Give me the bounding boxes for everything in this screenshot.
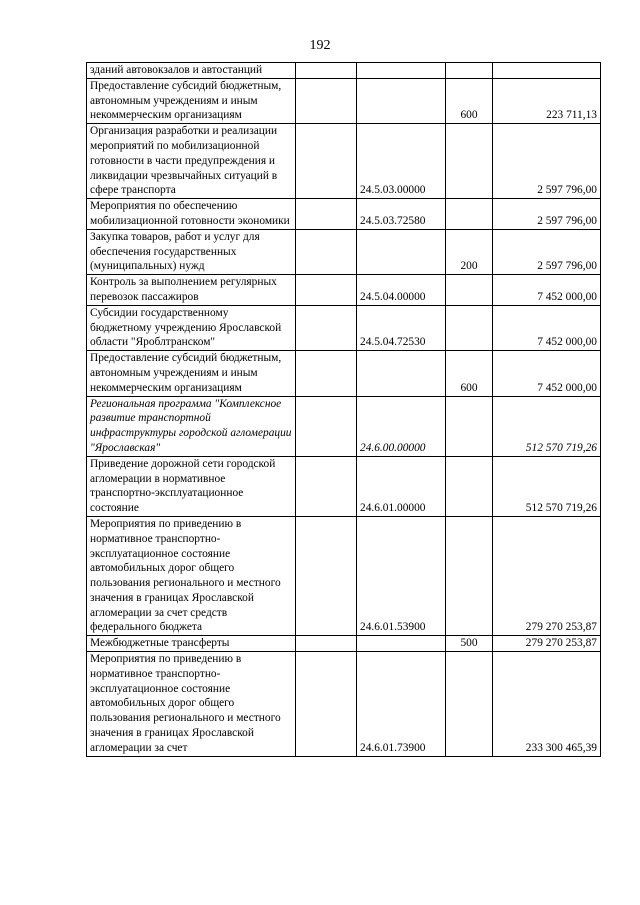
row-name: Закупка товаров, работ и услуг для обеспечения государственных (муниципальных) нужд: [87, 229, 296, 274]
row-code: 24.5.04.00000: [357, 275, 446, 306]
row-amount: 7 452 000,00: [493, 305, 601, 350]
empty-cell: [296, 229, 357, 274]
row-amount: 279 270 253,87: [493, 516, 601, 635]
row-name: зданий автовокзалов и автостанций: [87, 63, 296, 79]
empty-cell: [296, 456, 357, 516]
row-name: Предоставление субсидий бюджетным, автономным учреждениям и иным некоммерческим организациям: [87, 351, 296, 396]
empty-cell: [296, 199, 357, 230]
empty-cell: [296, 636, 357, 652]
row-name: Мероприятия по приведению в нормативное транспортно-эксплуатационное состояние автомобильных дорог общего пользования регионального и местного значения в границах Ярославской агломерации за счет средств федерального бюджета: [87, 516, 296, 635]
row-subcode: [446, 305, 493, 350]
empty-cell: [296, 396, 357, 456]
table-row: [87, 456, 601, 516]
row-subcode: 600: [446, 351, 493, 396]
row-amount: 223 711,13: [493, 78, 601, 123]
empty-cell: [296, 275, 357, 306]
row-name: Приведение дорожной сети городской агломерации в нормативное транспортно-эксплуатационное состояние: [87, 456, 296, 516]
empty-cell: [296, 351, 357, 396]
row-amount: 2 597 796,00: [493, 199, 601, 230]
row-name: Мероприятия по обеспечению мобилизационной готовности экономики: [87, 199, 296, 230]
table-row: [87, 199, 601, 230]
row-subcode: [446, 396, 493, 456]
row-code: 24.5.03.72580: [357, 199, 446, 230]
row-code: 24.5.04.72530: [357, 305, 446, 350]
row-subcode: [446, 652, 493, 757]
row-code: 24.5.03.00000: [357, 124, 446, 199]
row-amount: 7 452 000,00: [493, 275, 601, 306]
row-subcode: 500: [446, 636, 493, 652]
row-name: Межбюджетные трансферты: [87, 636, 296, 652]
row-subcode: [446, 199, 493, 230]
row-amount: 2 597 796,00: [493, 229, 601, 274]
row-amount: 279 270 253,87: [493, 636, 601, 652]
row-code: [357, 78, 446, 123]
row-name: Субсидии государственному бюджетному учреждению Ярославской области "Яроблтранском": [87, 305, 296, 350]
row-name: Мероприятия по приведению в нормативное транспортно-эксплуатационное состояние автомобильных дорог общего пользования регионального и местного значения в границах Ярославской агломерации за счет: [87, 652, 296, 757]
row-amount: 512 570 719,26: [493, 456, 601, 516]
row-subcode: [446, 63, 493, 79]
row-subcode: [446, 516, 493, 635]
row-code: [357, 636, 446, 652]
table-row: [87, 305, 601, 350]
row-subcode: [446, 275, 493, 306]
budget-table: [86, 62, 601, 757]
table-row: [87, 63, 601, 79]
row-name: Контроль за выполнением регулярных перевозок пассажиров: [87, 275, 296, 306]
page-number: 192: [309, 38, 331, 53]
row-subcode: [446, 456, 493, 516]
row-code: 24.6.01.73900: [357, 652, 446, 757]
table-row: [87, 275, 601, 306]
table-row: [87, 636, 601, 652]
row-amount: 7 452 000,00: [493, 351, 601, 396]
table-row: [87, 652, 601, 757]
row-code: 24.6.00.00000: [357, 396, 446, 456]
empty-cell: [296, 652, 357, 757]
row-code: [357, 63, 446, 79]
row-name: Предоставление субсидий бюджетным, автономным учреждениям и иным некоммерческим организациям: [87, 78, 296, 123]
row-subcode: 200: [446, 229, 493, 274]
row-code: 24.6.01.53900: [357, 516, 446, 635]
row-name: Региональная программа "Комплексное развитие транспортной инфраструктуры городской агломерации "Ярославская": [87, 396, 296, 456]
table-row: [87, 124, 601, 199]
empty-cell: [296, 63, 357, 79]
table-row: [87, 351, 601, 396]
row-amount: [493, 63, 601, 79]
empty-cell: [296, 516, 357, 635]
row-code: 24.6.01.00000: [357, 456, 446, 516]
empty-cell: [296, 124, 357, 199]
row-subcode: 600: [446, 78, 493, 123]
row-amount: 2 597 796,00: [493, 124, 601, 199]
row-subcode: [446, 124, 493, 199]
row-name: Организация разработки и реализации мероприятий по мобилизационной готовности в части предупреждения и ликвидации чрезвычайных ситуаций в сфере транспорта: [87, 124, 296, 199]
row-amount: 233 300 465,39: [493, 652, 601, 757]
table-row-program: [87, 396, 601, 456]
table-row: [87, 78, 601, 123]
row-code: [357, 229, 446, 274]
empty-cell: [296, 305, 357, 350]
row-amount: 512 570 719,26: [493, 396, 601, 456]
empty-cell: [296, 78, 357, 123]
table-row: [87, 516, 601, 635]
row-code: [357, 351, 446, 396]
table-row: [87, 229, 601, 274]
